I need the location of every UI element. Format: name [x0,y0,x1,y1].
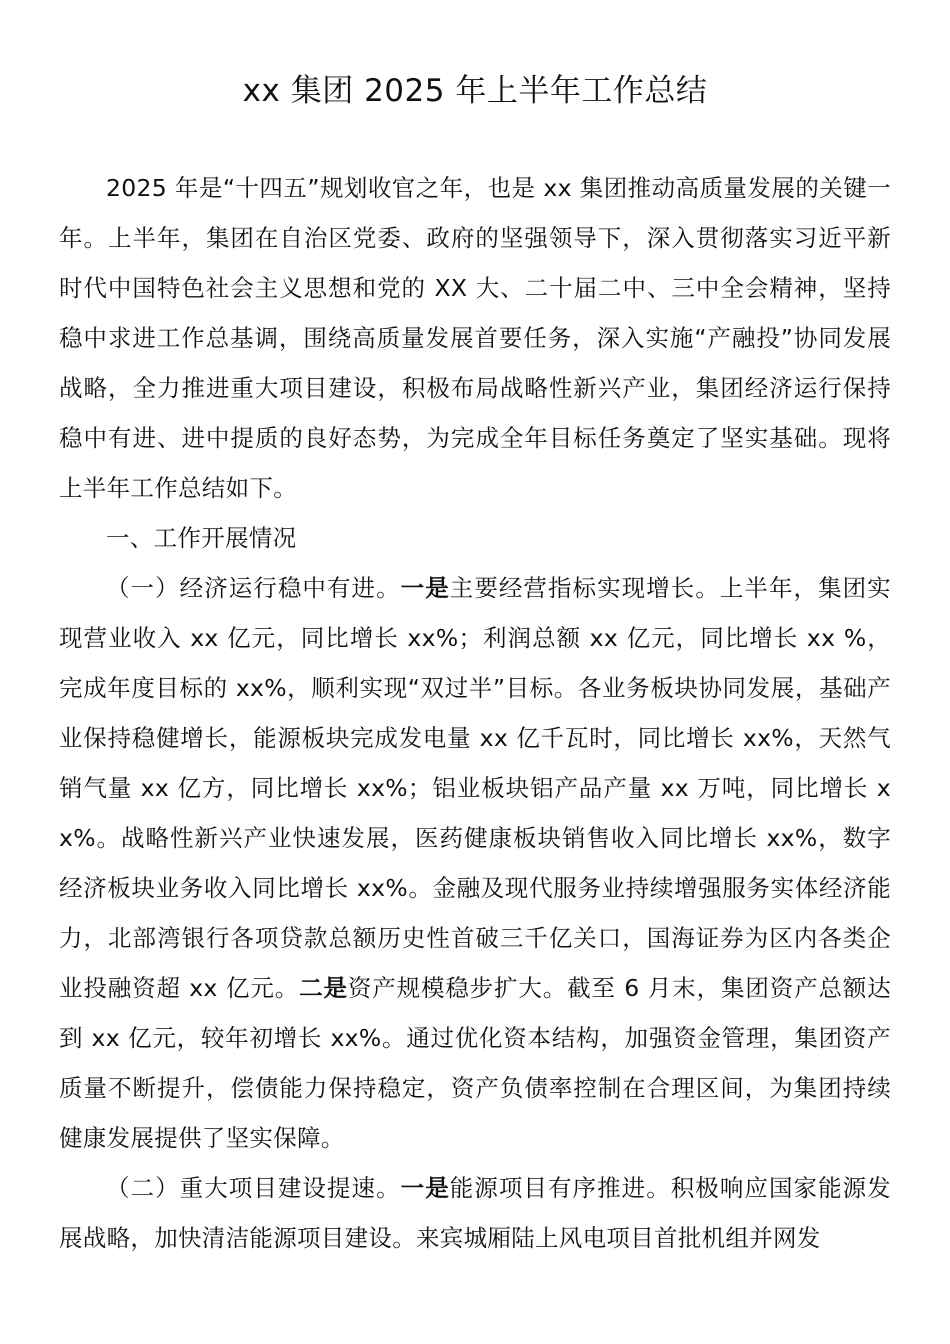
paragraph-text: 能源项目有序推进。积极响应国家能源发展战略，加快清洁能源项目建设。来宾城厢陆上风电项目首批机组并网发 [59,1174,891,1252]
document-title: xx 集团 2025 年上半年工作总结 [242,73,708,109]
intro-paragraph: 2025 年是“十四五”规划收官之年，也是 xx 集团推动高质量发展的关键一年。上半年，集团在自治区党委、政府的坚强领导下，深入贯彻落实习近平新时代中国特色社会主义思想和党的 XX 大、二十届二中、三中全会精神，坚持稳中求进工作总基调，围绕高质量发展首要任务，深入实施“产融投”协同发展战略，全力推进重大项目建设，积极布局战略性新兴产业，集团经济运行保持稳中有进、进中提质的良好态势，为完成全年目标任务奠定了坚实基础。现将上半年工作总结如下。 [59,174,891,502]
paragraph-text: 资产规模稳步扩大。截至 6 月末，集团资产总额达到 xx 亿元，较年初增长 xx%。通过优化资本结构，加强资金管理，集团资产质量不断提升，偿债能力保持稳定，资产负债率控制在合理区间，为集团持续健康发展提供了坚实保障。 [59,974,891,1152]
lead-in-first: 一是 [400,1174,450,1202]
paragraph-prefix: （二）重大项目建设提速。 [106,1174,401,1202]
paragraph-economic-operation [59,563,891,1163]
lead-in-first: 一是 [400,574,450,602]
document-body [59,163,891,1263]
lead-in-second: 二是 [299,974,348,1002]
paragraph-prefix: （一）经济运行稳中有进。 [106,574,401,602]
paragraph-major-projects [59,1163,891,1263]
paragraph-text: 主要经营指标实现增长。上半年，集团实现营业收入 xx 亿元，同比增长 xx%；利润总额 xx 亿元，同比增长 xx %，完成年度目标的 xx%，顺利实现“双过半”目标。各业务板块协同发展，基础产业保持稳健增长，能源板块完成发电量 xx 亿千瓦时，同比增长 xx%，天然气销气量 xx 亿方，同比增长 xx%；铝业板块铝产品产量 xx 万吨，同比增长 xx%。战略性新兴产业快速发展，医药健康板块销售收入同比增长 xx%，数字经济板块业务收入同比增长 xx%。金融及现代服务业持续增强服务实体经济能力，北部湾银行各项贷款总额历史性首破三千亿关口，国海证券为区内各类企业投融资超 xx 亿元。 [59,574,891,1002]
section-heading-work-status: 一、工作开展情况 [106,524,297,552]
